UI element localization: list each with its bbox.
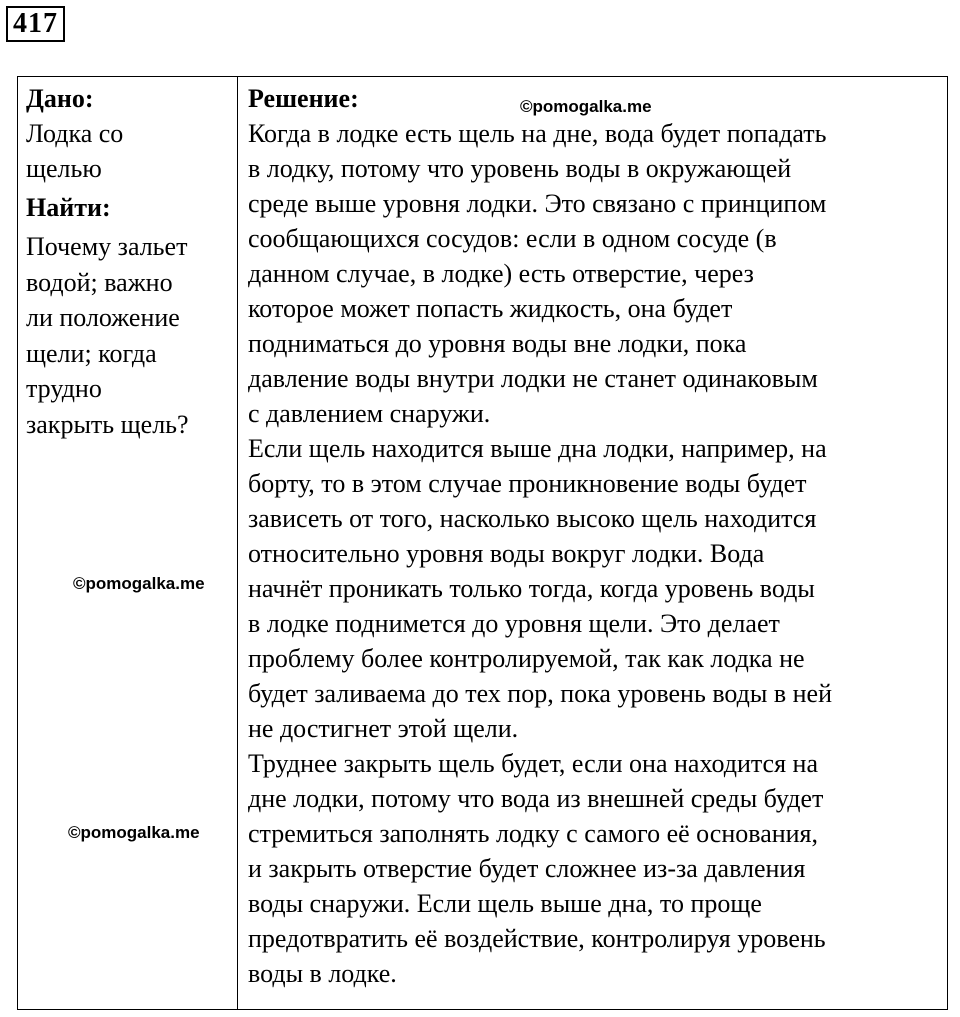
solution-line: среде выше уровня лодки. Это связано с принципом — [248, 189, 827, 218]
solution-line: воды снаружи. Если щель выше дна, то проще — [248, 889, 762, 918]
solution-line: будет заливаема до тех пор, пока уровень воды в ней — [248, 679, 833, 708]
find-line: трудно — [26, 374, 102, 403]
find-line: Почему зальет — [26, 232, 188, 261]
solution-line: дне лодки, потому что вода из внешней среды будет — [248, 784, 824, 813]
watermark: ©pomogalka.me — [520, 97, 652, 116]
solution-line: относительно уровня воды вокруг лодки. Вода — [248, 539, 765, 568]
problem-number: 417 — [6, 6, 65, 42]
given-column — [18, 77, 238, 1009]
find-text — [26, 229, 237, 442]
solution-line: зависеть от того, насколько высоко щель находится — [248, 504, 817, 533]
solution-heading: Решение: — [248, 84, 359, 113]
given-text — [26, 116, 237, 186]
solution-line: начнёт проникать только тогда, когда уровень воды — [248, 574, 815, 603]
solution-line: Если щель находится выше дна лодки, например, на — [248, 434, 827, 463]
solution-paragraph-2 — [248, 431, 947, 746]
find-line: закрыть щель? — [26, 409, 189, 439]
watermark: ©pomogalka.me — [73, 574, 205, 593]
watermark: ©pomogalka.me — [68, 823, 200, 842]
solution-line: подниматься до уровня воды вне лодки, пока — [248, 329, 747, 358]
solution-line: Когда в лодке есть щель на дне, вода будет попадать — [248, 119, 827, 148]
task-table — [17, 76, 948, 1010]
solution-line: в лодке поднимется до уровня щели. Это делает — [248, 609, 780, 638]
solution-column — [238, 77, 947, 1009]
solution-line: сообщающихся сосудов: если в одном сосуде (в — [248, 224, 777, 253]
solution-line: предотвратить её воздействие, контролируя уровень — [248, 924, 826, 953]
solution-line: давление воды внутри лодки не станет одинаковым — [248, 364, 818, 393]
given-heading: Дано: — [26, 84, 94, 113]
solution-line: борту, то в этом случае проникновение воды будет — [248, 469, 807, 498]
solution-paragraph-1 — [248, 116, 947, 431]
find-line: водой; важно — [26, 267, 173, 297]
solution-line: данном случае, в лодке) есть отверстие, через — [248, 259, 754, 288]
solution-line: с давлением снаружи. — [248, 399, 491, 428]
solution-line: стремиться заполнять лодку с самого её основания, — [248, 819, 819, 848]
solution-line: воды в лодке. — [248, 959, 397, 988]
find-heading: Найти: — [26, 193, 111, 222]
solution-paragraph-3 — [248, 746, 947, 991]
solution-line: и закрыть отверстие будет сложнее из-за давления — [248, 854, 806, 883]
solution-line: в лодку, потому что уровень воды в окружающей — [248, 154, 792, 183]
given-line: щелью — [26, 154, 102, 183]
solution-line: Труднее закрыть щель будет, если она находится на — [248, 749, 818, 778]
given-line: Лодка со — [26, 119, 124, 148]
solution-line: проблему более контролируемой, так как лодка не — [248, 644, 805, 673]
find-line: ли положение — [26, 303, 180, 332]
find-line: щели; когда — [26, 338, 157, 368]
solution-line: не достигнет этой щели. — [248, 714, 519, 743]
solution-line: которое может попасть жидкость, она будет — [248, 294, 733, 323]
